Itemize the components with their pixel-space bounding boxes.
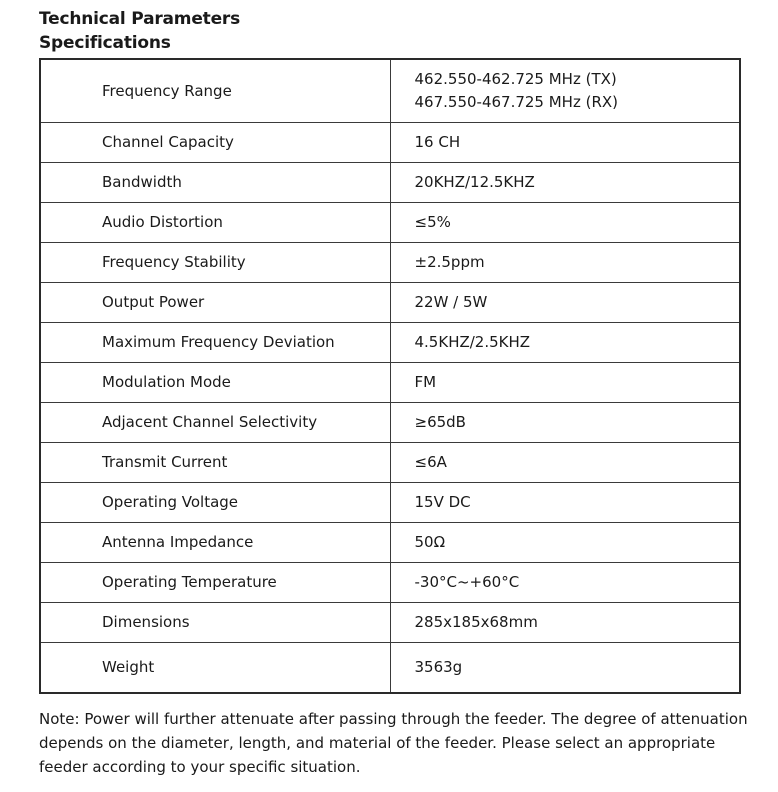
param-value: 20KHZ/12.5KHZ <box>390 163 740 203</box>
table-row <box>40 203 740 243</box>
table-row <box>40 363 740 403</box>
table-row <box>40 403 740 443</box>
table-row <box>40 123 740 163</box>
param-value: FM <box>390 363 740 403</box>
table-row <box>40 563 740 603</box>
param-value: 16 CH <box>390 123 740 163</box>
table-row <box>40 243 740 283</box>
param-value <box>390 59 740 123</box>
footnote: Note: Power will further attenuate after passing through the feeder. The degree of attenuation depends on the diameter, length, and material of the feeder. Please select an appropriate feeder according to your specific situation. <box>39 710 748 776</box>
param-label: Antenna Impedance <box>40 523 390 563</box>
table-row <box>40 483 740 523</box>
table-row <box>40 643 740 694</box>
spec-table-body <box>40 59 740 693</box>
param-label: Audio Distortion <box>40 203 390 243</box>
param-value: 285x185x68mm <box>390 603 740 643</box>
param-label: Frequency Range <box>40 59 390 123</box>
page-subtitle: Specifications <box>39 33 171 53</box>
spec-table <box>39 58 741 694</box>
table-row <box>40 523 740 563</box>
param-label: Weight <box>40 643 390 694</box>
param-label: Transmit Current <box>40 443 390 483</box>
param-label: Maximum Frequency Deviation <box>40 323 390 363</box>
param-value: 3563g <box>390 643 740 694</box>
table-row <box>40 163 740 203</box>
param-value: ±2.5ppm <box>390 243 740 283</box>
param-value: 15V DC <box>390 483 740 523</box>
param-label: Output Power <box>40 283 390 323</box>
param-label: Channel Capacity <box>40 123 390 163</box>
param-value: 4.5KHZ/2.5KHZ <box>390 323 740 363</box>
param-label: Dimensions <box>40 603 390 643</box>
param-value: -30°C~+60°C <box>390 563 740 603</box>
param-label: Adjacent Channel Selectivity <box>40 403 390 443</box>
param-value: ≥65dB <box>390 403 740 443</box>
table-row <box>40 323 740 363</box>
param-label: Modulation Mode <box>40 363 390 403</box>
param-value: ≤6A <box>390 443 740 483</box>
table-row <box>40 603 740 643</box>
param-value-line: 467.550-467.725 MHz (RX) <box>414 93 619 111</box>
table-row <box>40 283 740 323</box>
param-label: Operating Temperature <box>40 563 390 603</box>
param-label: Frequency Stability <box>40 243 390 283</box>
page-title: Technical Parameters <box>39 9 241 29</box>
param-label: Bandwidth <box>40 163 390 203</box>
param-value-line: 462.550-462.725 MHz (TX) <box>414 70 617 88</box>
param-value: ≤5% <box>390 203 740 243</box>
table-row <box>40 59 740 123</box>
param-value: 50Ω <box>390 523 740 563</box>
table-row <box>40 443 740 483</box>
param-label: Operating Voltage <box>40 483 390 523</box>
param-value: 22W / 5W <box>390 283 740 323</box>
